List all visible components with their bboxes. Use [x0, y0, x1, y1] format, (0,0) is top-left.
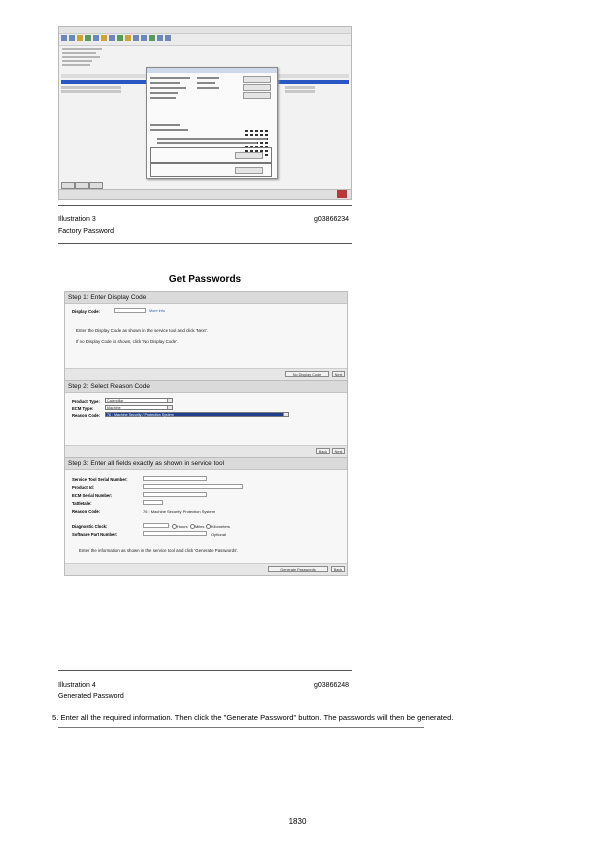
more-info-link[interactable]: More info: [149, 309, 165, 313]
reason-code-label: Reason Code:: [72, 413, 101, 418]
step3-reason-code-label: Reason Code:: [72, 509, 101, 514]
step1-instruction-2: If no Display Code is shown, click 'No Display Code'.: [76, 339, 179, 344]
miles-label: Miles: [195, 524, 205, 529]
ecm-serial-input[interactable]: [143, 492, 207, 497]
tattletale-label: Tattletale:: [72, 501, 92, 506]
step3-panel: [64, 457, 348, 576]
screenshot-toolbar: [59, 34, 351, 46]
step2-header: Step 2: Select Reason Code: [65, 381, 347, 393]
display-code-label: Display Code:: [72, 309, 100, 314]
step3-instruction: Enter the information as shown in the service tool and click 'Generate Passwords'.: [79, 548, 239, 553]
software-part-input[interactable]: [143, 531, 207, 536]
illustration-4-label: Illustration 4: [58, 682, 96, 689]
illustration-3-label: Illustration 3: [58, 216, 96, 223]
display-code-input[interactable]: [114, 308, 146, 313]
step1-footer: [65, 368, 347, 380]
optional-note: Optional: [211, 532, 226, 537]
product-id-label: Product Id:: [72, 485, 95, 490]
factory-password-dialog: [146, 67, 278, 179]
step1-header: Step 1: Enter Display Code: [65, 292, 347, 304]
step3-header: Step 3: Enter all fields exactly as shown in service tool: [65, 458, 347, 470]
screenshot-button: [89, 182, 103, 189]
chevron-down-icon: [283, 413, 288, 416]
chevron-down-icon: [167, 399, 172, 402]
screenshot-status-bar: [59, 189, 351, 199]
diagnostic-clock-input[interactable]: [143, 523, 169, 528]
app-icon: [337, 190, 347, 198]
diagnostic-clock-label: Diagnostic Clock:: [72, 524, 108, 529]
kilometers-label: Kilometers: [211, 524, 230, 529]
step3-reason-code-value: 76 : Machine Security Protection System: [143, 509, 216, 514]
tattletale-input[interactable]: [143, 500, 163, 505]
illustration-4-code: g03866248: [314, 682, 350, 689]
chevron-down-icon: [167, 406, 172, 409]
step2-next-button[interactable]: Next: [332, 448, 345, 454]
screenshot-menubar: [59, 27, 351, 34]
screenshot-button: [75, 182, 89, 189]
ecm-type-select[interactable]: Machine: [105, 405, 173, 410]
no-display-code-button[interactable]: No Display Code: [285, 371, 329, 377]
screenshot-button: [61, 182, 75, 189]
step3-footer: [65, 563, 347, 575]
step3-back-button[interactable]: Back: [331, 566, 345, 572]
step-5-instruction: 5. Enter all the required information. Then click the "Generate Password" button. The passwords will then be generated.: [52, 713, 454, 722]
step1-instruction-1: Enter the Display Code as shown in the service tool and click 'Next'.: [76, 328, 208, 333]
page-number: 1830: [288, 817, 307, 826]
ecm-type-label: ECM Type:: [72, 406, 94, 411]
product-type-select[interactable]: Caterpillar: [105, 398, 173, 403]
service-tool-serial-label: Service Tool Serial Number:: [72, 477, 128, 482]
illustration-4-caption: Generated Password: [58, 693, 124, 700]
ecm-serial-label: ECM Serial Number:: [72, 493, 113, 498]
step2-back-button[interactable]: Back: [316, 448, 330, 454]
reason-code-select[interactable]: 76 : Machine Security / Protection System: [105, 412, 289, 417]
product-type-label: Product Type:: [72, 399, 100, 404]
step1-next-button[interactable]: Next: [332, 371, 345, 377]
product-id-input[interactable]: [143, 484, 243, 489]
hours-label: Hours: [177, 524, 188, 529]
step1-panel: [64, 291, 348, 381]
illustration-3-screenshot: [58, 26, 352, 200]
software-part-label: Software Part Number:: [72, 532, 118, 537]
service-tool-serial-input[interactable]: [143, 476, 207, 481]
step2-panel: [64, 380, 348, 458]
illustration-3-caption: Factory Password: [58, 228, 115, 235]
step2-footer: [65, 445, 347, 457]
get-passwords-title: Get Passwords: [168, 274, 242, 285]
generate-passwords-button[interactable]: Generate Passwords: [268, 566, 328, 572]
illustration-3-code: g03866234: [314, 216, 350, 223]
